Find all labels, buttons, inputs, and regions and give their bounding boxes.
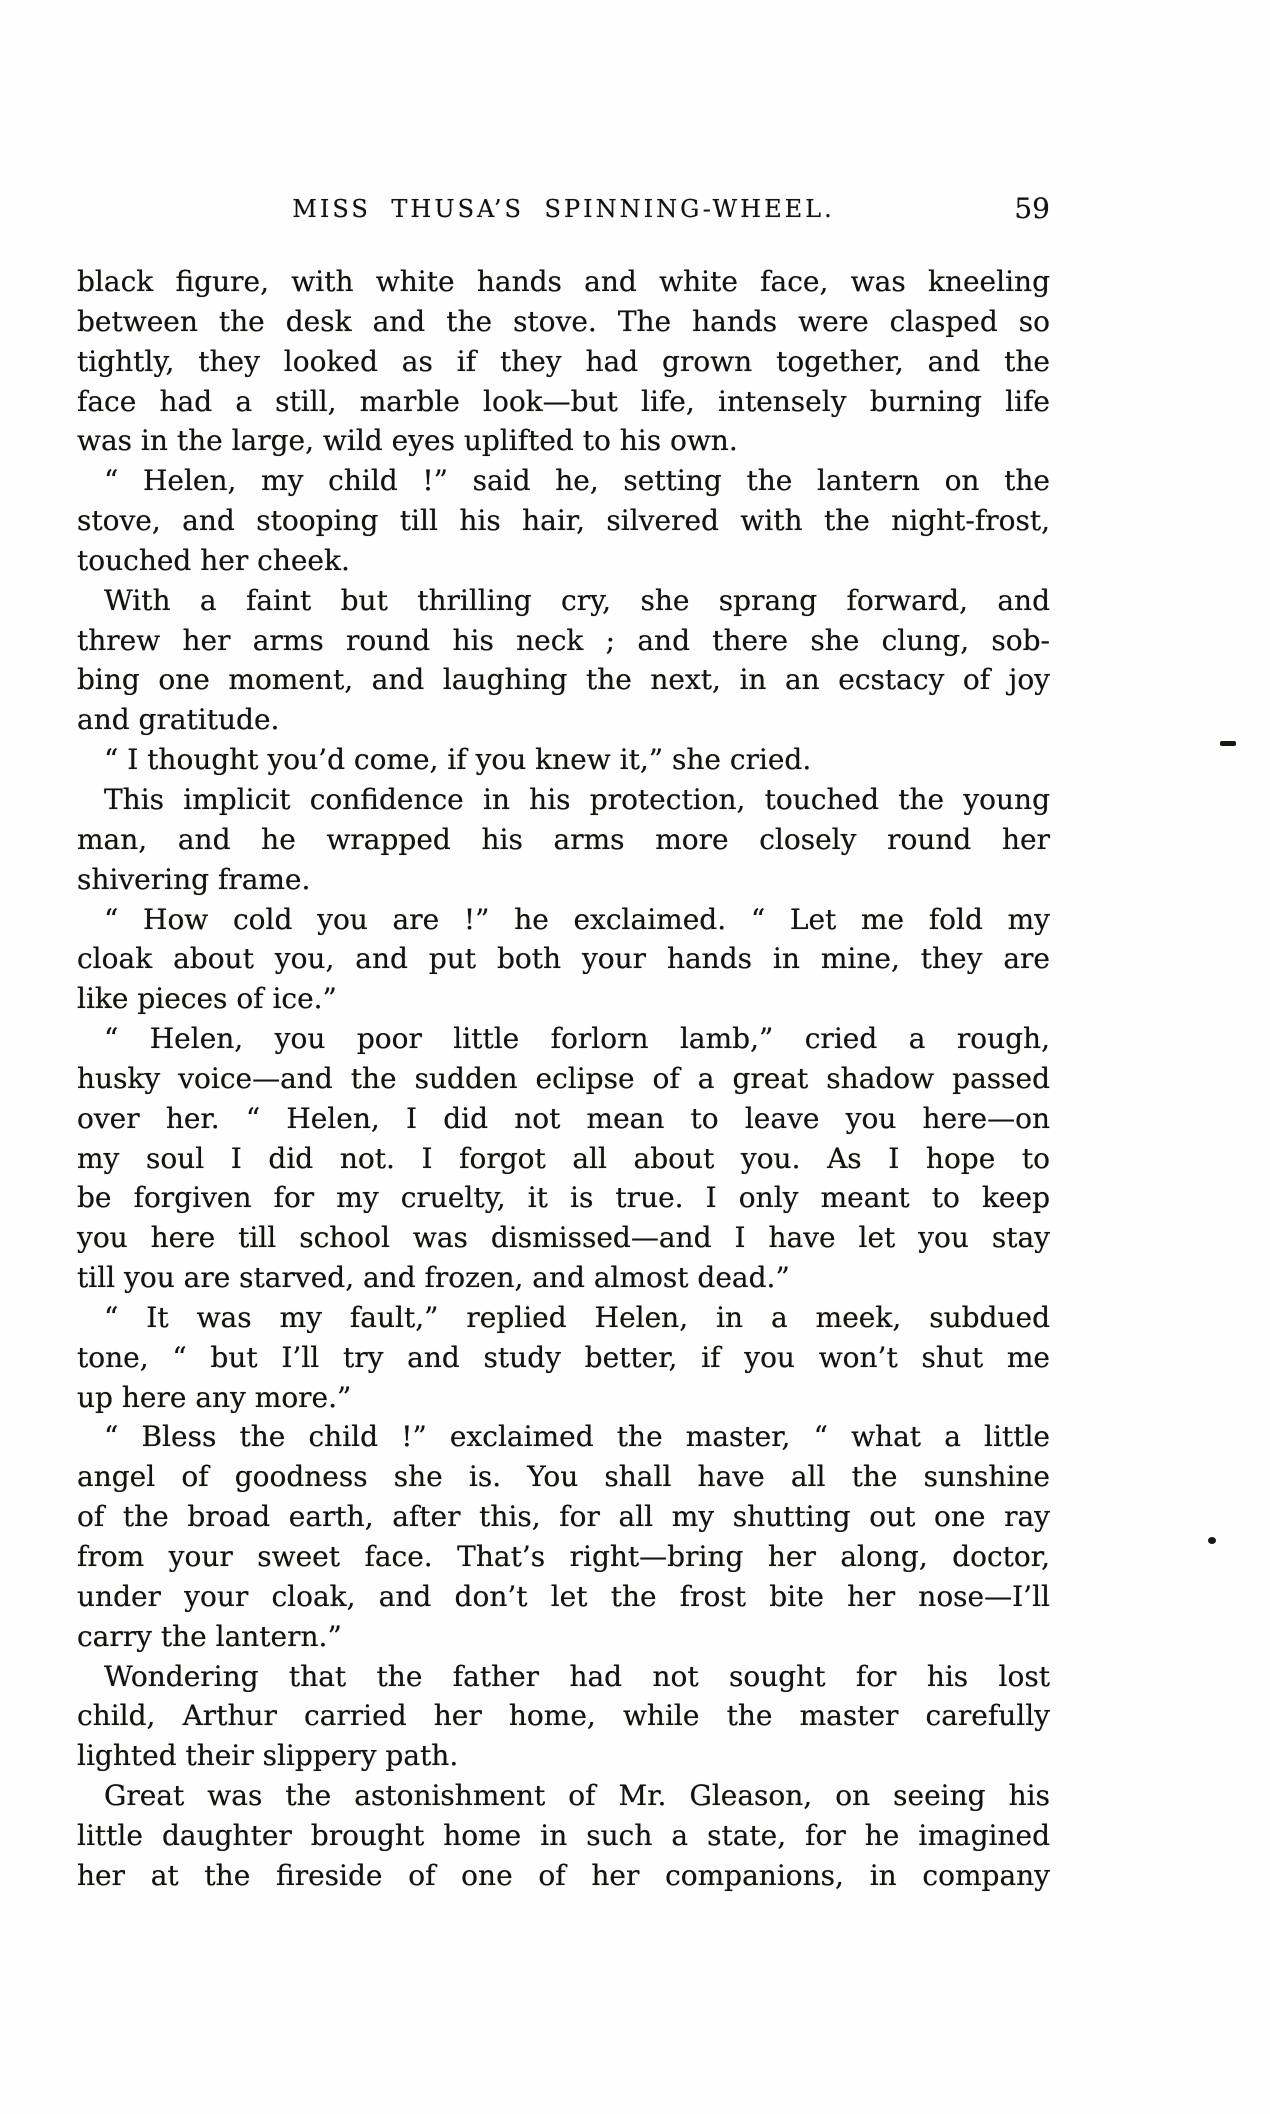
text-line: her at the fireside of one of her companions, in company — [77, 1858, 1050, 1892]
scan-speck-dash-icon — [1220, 741, 1236, 746]
text-line: be forgiven for my cruelty, it is true. I only meant to keep — [77, 1181, 1050, 1215]
text-line: Wondering that the father had not sought for his lost — [104, 1659, 1050, 1693]
text-line: “ I thought you’d come, if you knew it,” she cried. — [104, 743, 812, 777]
text-line: you here till school was dismissed—and I have let you stay — [77, 1221, 1050, 1255]
text-line: and gratitude. — [77, 703, 280, 737]
text-line: little daughter brought home in such a state, for he imagined — [77, 1818, 1050, 1852]
text-line: face had a still, marble look—but life, intensely burning life — [77, 384, 1050, 418]
text-line: Great was the astonishment of Mr. Gleason, on seeing his — [104, 1779, 1050, 1813]
text-line: from your sweet face. That’s right—bring her along, doctor, — [77, 1540, 1050, 1573]
page-number: 59 — [1014, 192, 1050, 225]
text-line: husky voice—and the sudden eclipse of a great shadow passed — [77, 1061, 1050, 1095]
text-line: black figure, with white hands and white face, was kneeling — [77, 265, 1050, 298]
text-line: tone, “ but I’ll try and study better, if you won’t shut me — [77, 1340, 1050, 1374]
text-line: child, Arthur carried her home, while the master carefully — [77, 1699, 1050, 1733]
text-line: till you are starved, and frozen, and almost dead.” — [77, 1261, 790, 1295]
body-text — [77, 262, 1050, 1896]
text-line: over her. “ Helen, I did not mean to leave you here—on — [77, 1101, 1050, 1135]
text-line: under your cloak, and don’t let the frost bite her nose—I’ll — [77, 1579, 1050, 1613]
text-line: carry the lantern.” — [77, 1619, 342, 1653]
text-line: touched her cheek. — [77, 543, 350, 577]
text-line: “ How cold you are !” he exclaimed. “ Let me fold my — [104, 902, 1050, 936]
text-line: of the broad earth, after this, for all my shutting out one ray — [77, 1500, 1050, 1534]
text-line: my soul I did not. I forgot all about you. As I hope to — [77, 1141, 1050, 1175]
text-line: “ Helen, you poor little forlorn lamb,” cried a rough, — [104, 1022, 1050, 1056]
text-line: lighted their slippery path. — [77, 1739, 459, 1773]
text-line: up here any more.” — [77, 1380, 352, 1414]
text-line: was in the large, wild eyes uplifted to his own. — [77, 424, 738, 458]
text-line: stove, and stooping till his hair, silvered with the night-frost, — [77, 504, 1050, 538]
text-line: shivering frame. — [77, 862, 311, 896]
text-line: like pieces of ice.” — [77, 982, 337, 1016]
scan-speck-dot-icon — [1208, 1537, 1216, 1544]
page-header — [77, 192, 1050, 226]
text-line: man, and he wrapped his arms more closely round her — [77, 822, 1050, 856]
text-line: between the desk and the stove. The hands were clasped so — [77, 304, 1050, 338]
text-line: tightly, they looked as if they had grown together, and the — [77, 344, 1050, 378]
text-line: “ Helen, my child !” said he, setting the lantern on the — [104, 464, 1050, 498]
text-line: angel of goodness she is. You shall have all the sunshine — [77, 1460, 1050, 1494]
text-line: bing one moment, and laughing the next, in an ecstacy of joy — [77, 663, 1050, 697]
text-line: “ It was my fault,” replied Helen, in a meek, subdued — [104, 1300, 1050, 1334]
running-title: MISS THUSA’S SPINNING-WHEEL. — [292, 195, 835, 223]
text-line: cloak about you, and put both your hands in mine, they are — [77, 942, 1050, 976]
text-line: threw her arms round his neck ; and there she clung, sob- — [77, 623, 1050, 657]
text-line: “ Bless the child !” exclaimed the master, “ what a little — [104, 1420, 1050, 1454]
text-line: This implicit confidence in his protection, touched the young — [104, 782, 1050, 816]
text-line: With a faint but thrilling cry, she sprang forward, and — [104, 583, 1050, 617]
